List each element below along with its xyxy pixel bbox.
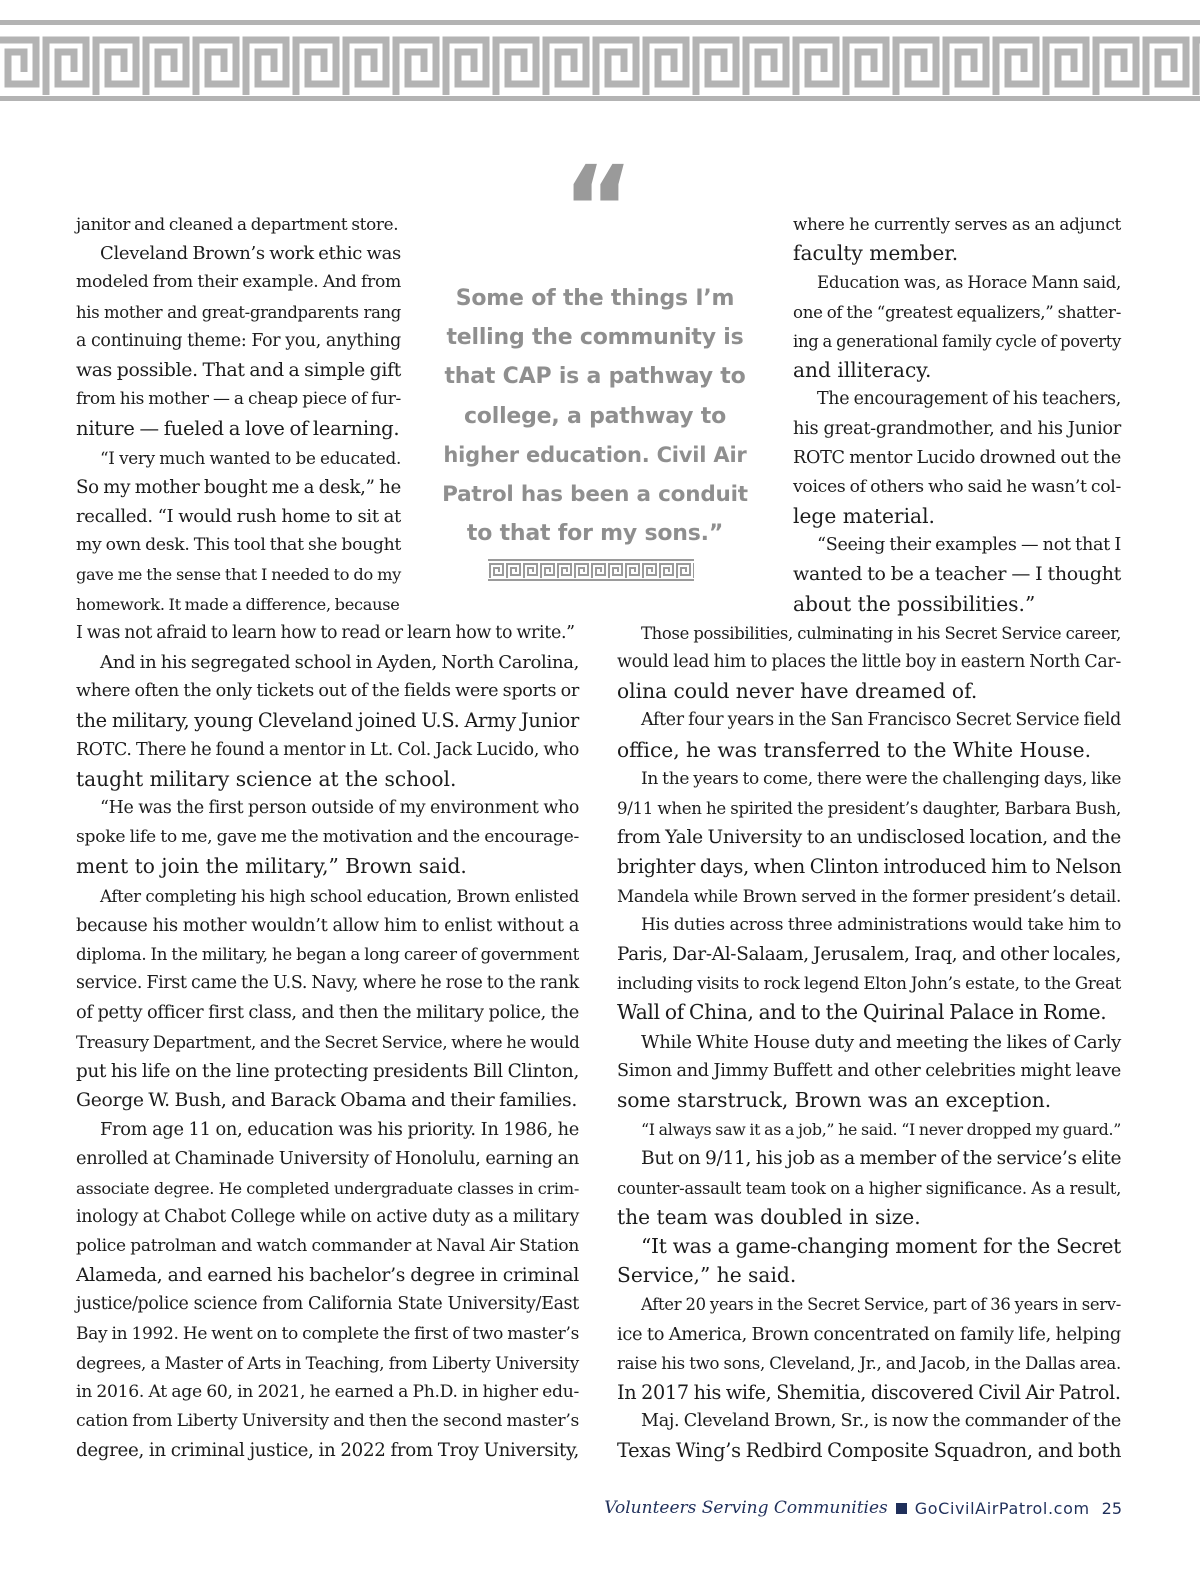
page-number: 25 <box>1101 1498 1122 1518</box>
body-text-line: And in his segregated school in Ayden, North Carolina, <box>100 652 580 673</box>
body-text-line: degree, in criminal justice, in 2022 from Troy University, <box>76 1440 579 1462</box>
footer-website: GoCivilAirPatrol.com <box>914 1498 1090 1518</box>
body-text-line: modeled from their example. And from <box>76 272 401 293</box>
body-text-line: cation from Liberty University and then the second master’s <box>76 1411 579 1432</box>
body-text-line: where he currently serves as an adjunct <box>793 214 1121 234</box>
body-text-line: Wall of China, and to the Quirinal Palace in Rome. <box>617 1000 1107 1025</box>
body-text-line: the military, young Cleveland joined U.S. Army Junior <box>76 709 579 733</box>
body-text-line: service. First came the U.S. Navy, where he rose to the rank <box>76 973 579 994</box>
body-text-line: “I always saw it as a job,” he said. “I never dropped my guard.” <box>641 1120 1121 1140</box>
body-text-line: But on 9/11, his job as a member of the service’s elite <box>641 1148 1122 1170</box>
pull-quote-line: that CAP is a pathway to <box>444 364 746 389</box>
body-text-line: ROTC mentor Lucido drowned out the <box>793 447 1121 468</box>
body-text-line: janitor and cleaned a department store. <box>76 214 399 234</box>
body-text-line: taught military science at the school. <box>76 766 457 791</box>
body-text-line: from Yale University to an undisclosed location, and the <box>617 827 1121 849</box>
square-bullet-icon <box>896 1503 907 1514</box>
body-text-line: Treasury Department, and the Secret Service, where he would <box>76 1032 580 1052</box>
page-footer <box>604 1493 1122 1523</box>
body-text-line: niture — fueled a love of learning. <box>76 417 400 441</box>
body-text-line: Cleveland Brown’s work ethic was <box>100 243 401 265</box>
body-text-line: In 2017 his wife, Shemitia, discovered Civil Air Patrol. <box>617 1381 1121 1404</box>
body-text-line: about the possibilities.” <box>793 591 1036 616</box>
body-text-line: “I very much wanted to be educated. <box>100 447 401 468</box>
pull-quote-line: Patrol has been a conduit <box>442 482 748 507</box>
body-text-line: Service,” he said. <box>617 1263 797 1288</box>
body-text-line: the team was doubled in size. <box>617 1204 921 1229</box>
pull-quote-line: college, a pathway to <box>463 404 727 429</box>
body-text-line: Education was, as Horace Mann said, <box>817 273 1121 293</box>
body-text-line: While White House duty and meeting the likes of Carly <box>641 1031 1121 1053</box>
body-text-line: So my mother bought me a desk,” he <box>76 476 402 498</box>
body-text-line: gave me the sense that I needed to do my <box>76 565 401 585</box>
body-text-line: where often the only tickets out of the fields were sports or <box>76 681 579 702</box>
body-text-line: Texas Wing’s Redbird Composite Squadron, and both <box>617 1439 1122 1463</box>
body-text-line: recalled. “I would rush home to sit at <box>76 506 401 527</box>
body-text-line: was possible. That and a simple gift <box>76 360 401 381</box>
body-text-line: “It was a game-changing moment for the Secret <box>641 1234 1121 1258</box>
pull-quote-line: higher education. Civil Air <box>443 443 747 467</box>
body-text-line: Maj. Cleveland Brown, Sr., is now the commander of the <box>641 1411 1121 1432</box>
body-text-line: Alameda, and earned his bachelor’s degree in criminal <box>76 1265 579 1287</box>
body-text-line: some starstruck, Brown was an exception. <box>617 1088 1052 1112</box>
body-text-line: 9/11 when he spirited the president’s daughter, Barbara Bush, <box>617 799 1121 818</box>
body-text-line: inology at Chabot College while on active duty as a military <box>76 1206 579 1227</box>
body-text-line: ROTC. There he found a mentor in Lt. Col. Jack Lucido, who <box>76 739 579 760</box>
body-text-line: wanted to be a teacher — I thought <box>793 563 1121 586</box>
body-text-line: “He was the first person outside of my environment who <box>100 798 579 818</box>
body-text-line: would lead him to places the little boy in eastern North Car- <box>617 652 1121 672</box>
body-text-line: “Seeing their examples — not that I <box>817 535 1121 556</box>
body-text-line: Bay in 1992. He went on to complete the first of two master’s <box>76 1323 579 1344</box>
body-text-line: diploma. In the military, he began a long career of government <box>76 945 579 964</box>
body-text-line: Mandela while Brown served in the former president’s detail. <box>617 885 1121 906</box>
body-text-line: faculty member. <box>793 241 959 266</box>
open-quote-icon: “ <box>562 140 634 278</box>
body-text-line: lege material. <box>793 504 935 528</box>
body-text-line: one of the “greatest equalizers,” shatter- <box>793 302 1121 322</box>
body-text-line: degrees, a Master of Arts in Teaching, from Liberty University <box>76 1353 579 1373</box>
body-text-line: ment to join the military,” Brown said. <box>76 854 467 879</box>
body-text-line: Simon and Jimmy Buffett and other celebrities might leave <box>617 1060 1121 1081</box>
body-text-line: including visits to rock legend Elton John’s estate, to the Great <box>617 974 1121 994</box>
body-text-line: in 2016. At age 60, in 2021, he earned a Ph.D. in higher edu- <box>76 1382 579 1402</box>
body-text-line: his mother and great-grandparents rang <box>76 302 401 322</box>
body-text-line: put his life on the line protecting presidents Bill Clinton, <box>76 1060 579 1082</box>
body-text-line: voices of others who said he wasn’t col- <box>793 476 1121 497</box>
pull-quote-line: telling the community is <box>446 325 744 350</box>
body-text-line: homework. It made a difference, because <box>76 594 400 614</box>
body-text-line: a continuing theme: For you, anything <box>76 330 401 351</box>
body-text-line: After completing his high school education, Brown enlisted <box>100 886 579 906</box>
body-text-line: police patrolman and watch commander at Naval Air Station <box>76 1236 579 1256</box>
body-text-line: Those possibilities, culminating in his Secret Service career, <box>641 623 1121 643</box>
body-text-line: olina could never have dreamed of. <box>617 679 978 704</box>
body-text-line: After four years in the San Francisco Secret Service field <box>641 710 1121 731</box>
body-text-line: ice to America, Brown concentrated on family life, helping <box>617 1323 1121 1345</box>
body-text-line: justice/police science from California State University/East <box>76 1294 579 1315</box>
body-text-line: associate degree. He completed undergraduate classes in crim- <box>76 1178 579 1198</box>
body-text-line: In the years to come, there were the challenging days, like <box>641 768 1122 789</box>
mini-greek-key-divider <box>488 558 694 582</box>
greek-key-border <box>0 18 1200 104</box>
body-text-line: After 20 years in the Secret Service, part of 36 years in serv- <box>641 1295 1121 1315</box>
body-text-line: raise his two sons, Cleveland, Jr., and Jacob, in the Dallas area. <box>617 1353 1121 1373</box>
body-text-line: and illiteracy. <box>793 358 932 382</box>
body-text-line: From age 11 on, education was his priority. In 1986, he <box>100 1119 579 1141</box>
body-text-line: because his mother wouldn’t allow him to enlist without a <box>76 914 579 936</box>
body-text-line: I was not afraid to learn how to read or learn how to write.” <box>76 622 575 643</box>
pull-quote-line: to that for my sons.” <box>466 521 724 546</box>
body-text-line: George W. Bush, and Barack Obama and their families. <box>76 1090 578 1111</box>
body-text-line: from his mother — a cheap piece of fur- <box>76 389 401 410</box>
body-text-line: His duties across three administrations would take him to <box>641 914 1121 935</box>
body-text-line: Paris, Dar-Al-Salaam, Jerusalem, Iraq, and other locales, <box>617 944 1122 965</box>
body-text-line: enrolled at Chaminade University of Honolulu, earning an <box>76 1148 579 1170</box>
footer-tagline: Volunteers Serving Communities <box>604 1498 888 1518</box>
pull-quote-line: Some of the things I’m <box>455 286 735 311</box>
body-text-line: his great-grandmother, and his Junior <box>793 418 1121 440</box>
body-text-line: spoke life to me, gave me the motivation and the encourage- <box>76 827 579 848</box>
body-text-line: office, he was transferred to the White House. <box>617 737 1091 762</box>
body-text-line: brighter days, when Clinton introduced him to Nelson <box>617 855 1122 879</box>
body-text-line: counter-assault team took on a higher significance. As a result, <box>617 1178 1121 1198</box>
body-text-line: my own desk. This tool that she bought <box>76 535 401 556</box>
body-text-line: of petty officer first class, and then the military police, the <box>76 1002 579 1024</box>
body-text-line: ing a generational family cycle of poverty <box>793 331 1121 351</box>
body-text-line: The encouragement of his teachers, <box>817 389 1121 410</box>
